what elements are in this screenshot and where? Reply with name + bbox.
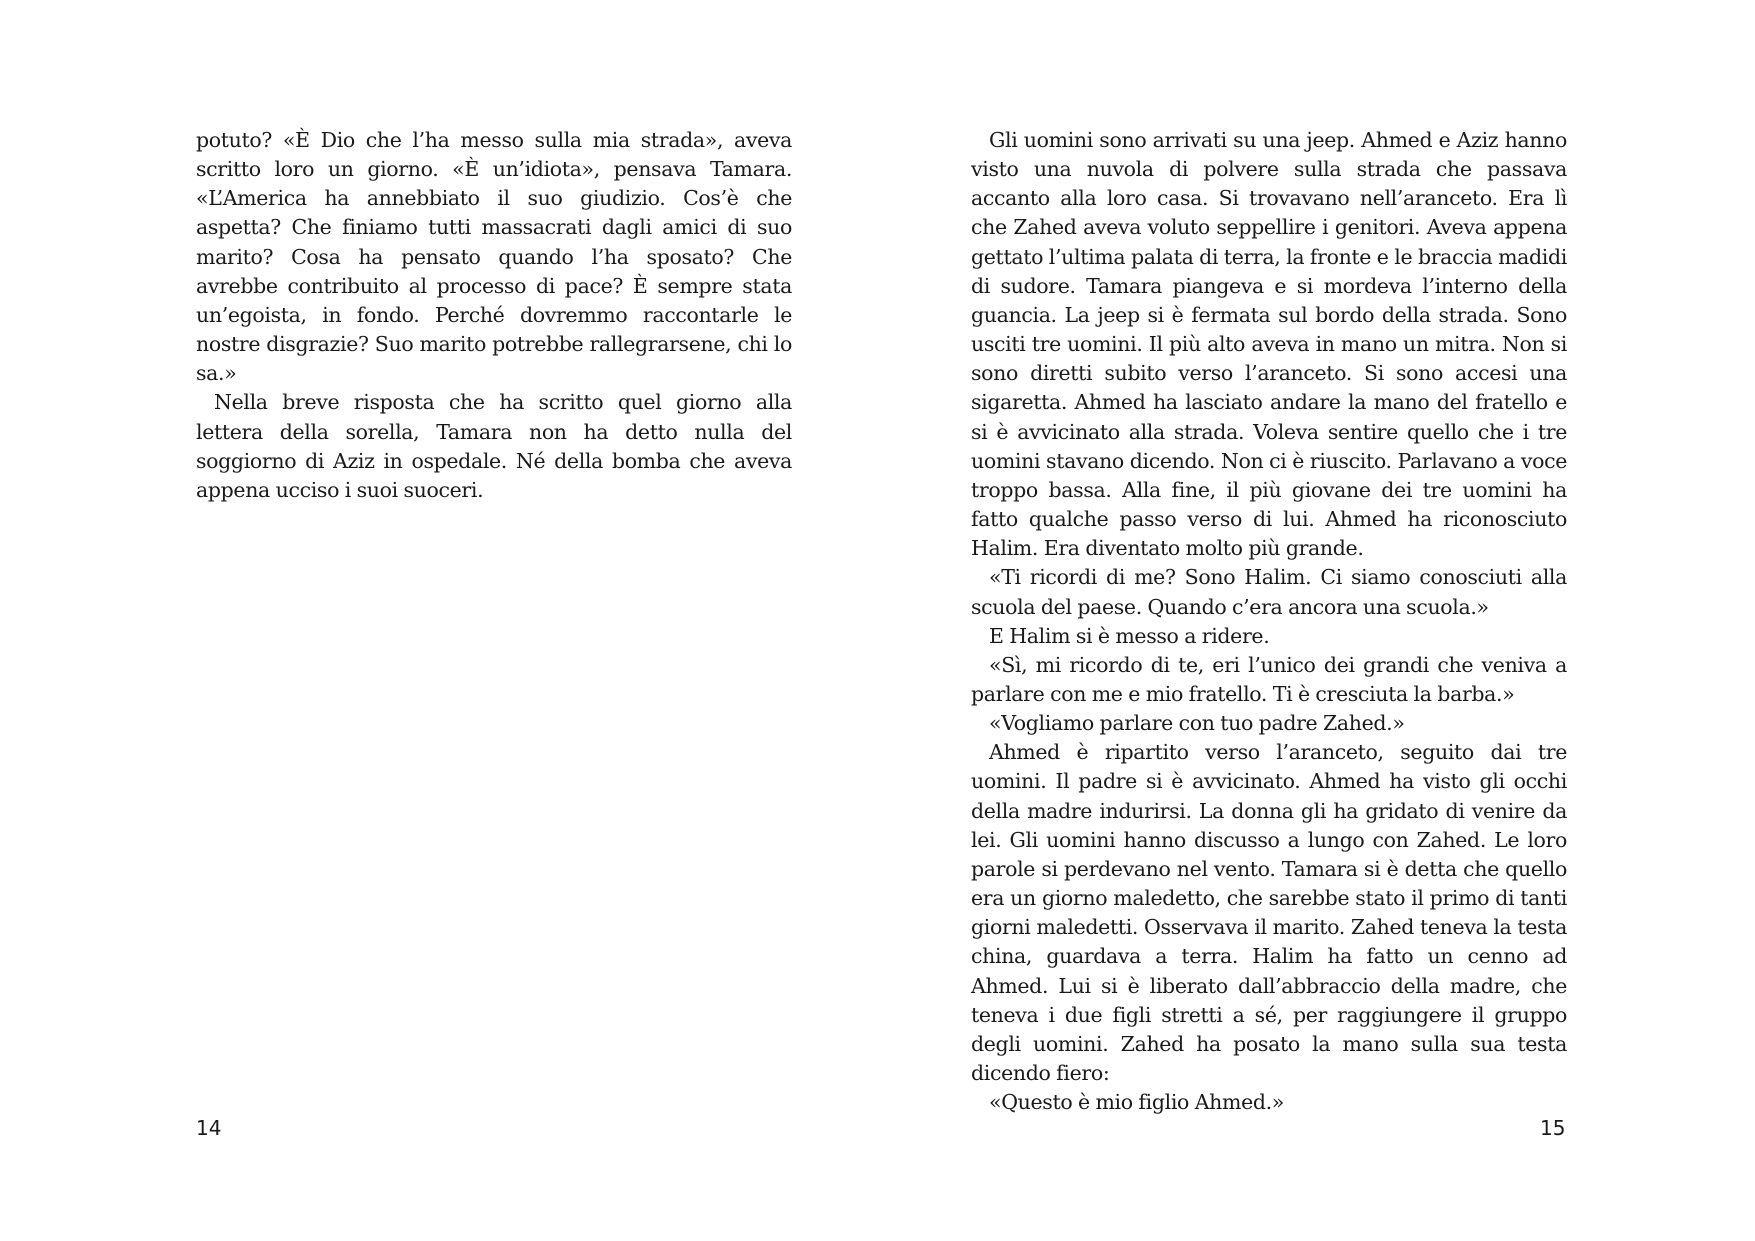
paragraph: «Vogliamo parlare con tuo padre Zahed.»	[989, 711, 1405, 736]
paragraph: potuto? «È Dio che l’ha messo sulla mia strada», aveva scritto loro un giorno. «È un’idiota», pensava Tamara. «L’America ha annebbiato il suo giudizio. Cos’è che aspetta? Che finiamo tutti massacrati dagli amici di suo marito? Cosa ha pensato quando l’ha sposato? Che avrebbe contribuito al processo di pace? È sempre stata un’egoista, in fondo. Perché dovremmo raccontarle le nostre disgrazie? Suo marito potrebbe rallegrarsene, chi lo sa.»	[196, 128, 792, 386]
paragraph: Gli uomini sono arrivati su una jeep. Ahmed e Aziz hanno visto una nuvola di polvere sulla strada che passava accanto alla loro casa. Si trovavano nell’aranceto. Era lì che Zahed aveva voluto seppellire i genitori. Aveva appena gettato l’ultima palata di terra, la fronte e le braccia madidi di sudore. Tamara piangeva e si mordeva l’interno della guancia. La jeep si è fermata sul bordo della strada. Sono usciti tre uomini. Il più alto aveva in mano un mitra. Non si sono diretti subito verso l’aranceto. Si sono accesi una sigaretta. Ahmed ha lasciato andare la mano del fratello e si è avvicinato alla strada. Voleva sentire quello che i tre uomini stavano dicendo. Non ci è riuscito. Parlavano a voce troppo bassa. Alla fine, il più giovane dei tre uomini ha fatto qualche passo verso di lui. Ahmed ha riconosciuto Halim. Era diventato molto più grande.	[971, 128, 1567, 561]
right-page-text	[971, 126, 1567, 1117]
paragraph: E Halim si è messo a ridere.	[989, 623, 1270, 648]
paragraph: Ahmed è ripartito verso l’aranceto, seguito dai tre uomini. Il padre si è avvicinato. Ahmed ha visto gli occhi della madre indurirsi. La donna gli ha gridato di venire da lei. Gli uomini hanno discusso a lungo con Zahed. Le loro parole si perdevano nel vento. Tamara si è detta che quello era un giorno maledetto, che sarebbe stato il primo di tanti giorni maledetti. Osservava il marito. Zahed teneva la testa china, guardava a terra. Halim ha fatto un cenno ad Ahmed. Lui si è liberato dall’abbraccio della madre, che teneva i due figli stretti a sé, per raggiungere il gruppo degli uomini. Zahed ha posato la mano sulla sua testa dicendo fiero:	[971, 740, 1567, 1085]
page-number-right: 15	[1540, 1116, 1566, 1140]
paragraph: «Questo è mio figlio Ahmed.»	[989, 1090, 1284, 1115]
paragraph: «Ti ricordi di me? Sono Halim. Ci siamo conosciuti alla scuola del paese. Quando c’era ancora una scuola.»	[971, 565, 1567, 619]
page-number-left: 14	[196, 1116, 222, 1140]
paragraph: Nella breve risposta che ha scritto quel giorno alla lettera della sorella, Tamara non ha detto nulla del soggiorno di Aziz in ospedale. Né della bomba che aveva appena ucciso i suoi suoceri.	[196, 390, 792, 502]
left-page-text	[196, 126, 792, 505]
paragraph: «Sì, mi ricordo di te, eri l’unico dei grandi che veniva a parlare con me e mio fratello. Ti è cresciuta la barba.»	[971, 652, 1567, 706]
